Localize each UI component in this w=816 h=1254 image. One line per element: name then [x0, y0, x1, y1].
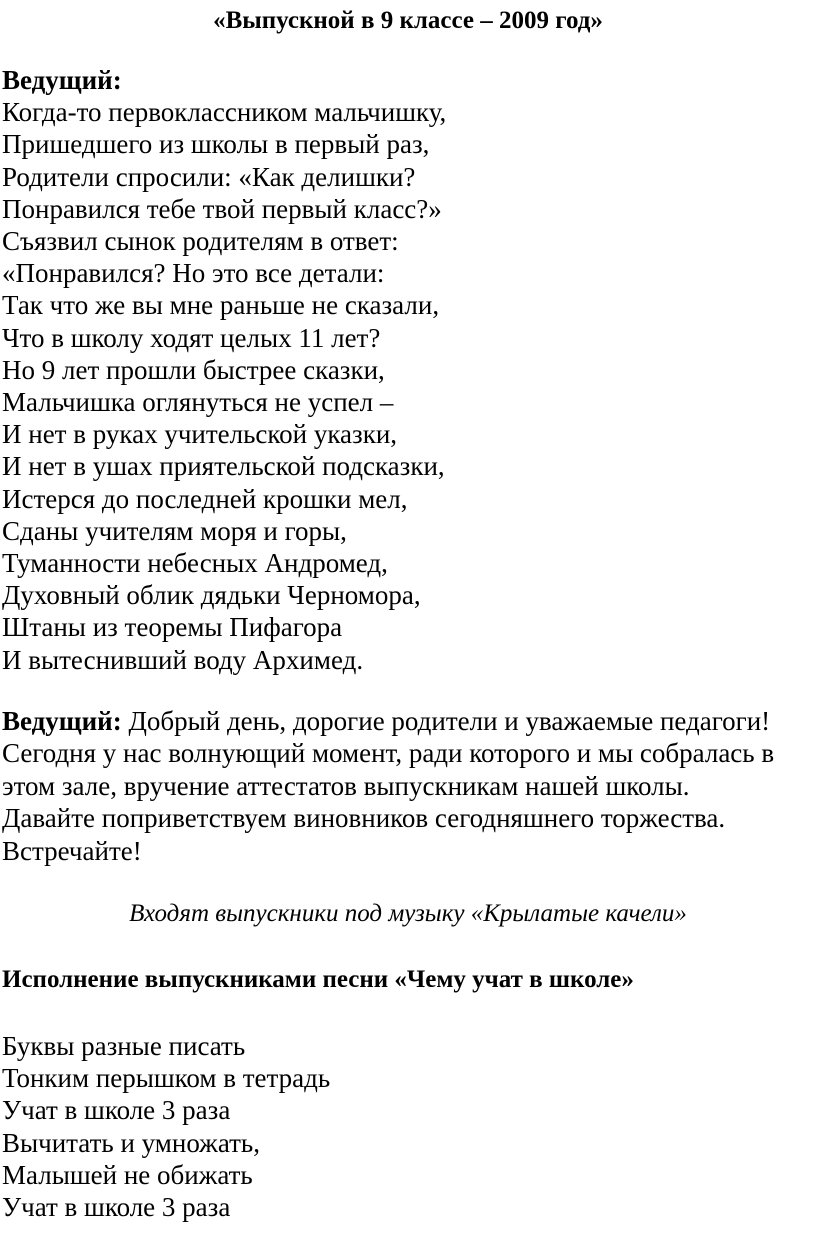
document-title: «Выпускной в 9 классе – 2009 год»: [213, 7, 603, 34]
speech-block: [2, 705, 774, 867]
speech-line: Давайте поприветствуем виновников сегодняшнего торжества.: [2, 803, 726, 834]
poem-line: Туманности небесных Андромед,: [2, 548, 388, 579]
poem-line: Съязвил сынок родителям в ответ:: [2, 226, 399, 257]
poem-line: Когда-то первоклассником мальчишку,: [2, 97, 447, 128]
song-block: [2, 1030, 330, 1223]
poem-line: Штаны из теоремы Пифагора: [2, 612, 343, 643]
song-title: Исполнение выпускниками песни «Чему учат в школе»: [2, 966, 634, 993]
poem-line: Что в школу ходят целых 11 лет?: [2, 322, 381, 353]
speech-first-line: [2, 705, 774, 737]
speech-first-text: Добрый день, дорогие родители и уважаемые педагоги!: [121, 706, 771, 736]
poem-line: Сданы учителям моря и горы,: [2, 515, 347, 546]
poem-line: Понравился тебе твой первый класс?»: [2, 193, 442, 224]
poem-line: Истерся до последней крошки мел,: [2, 483, 408, 514]
song-line: Малышей не обижать: [2, 1159, 253, 1190]
poem-line: И вытеснивший воду Архимед.: [2, 644, 364, 675]
poem-line: Но 9 лет прошли быстрее сказки,: [2, 354, 385, 385]
poem-line: Так что же вы мне раньше не сказали,: [2, 290, 440, 321]
poem-line: И нет в ушах приятельской подсказки,: [2, 451, 445, 482]
poem-line: Пришедшего из школы в первый раз,: [2, 129, 430, 160]
poem-block: [2, 64, 446, 676]
song-line: Буквы разные писать: [2, 1031, 246, 1061]
stage-direction: Входят выпускники под музыку «Крылатые качели»: [129, 900, 687, 927]
poem-line: Родители спросили: «Как делишки?: [2, 161, 416, 192]
poem-line: И нет в руках учительской указки,: [2, 419, 398, 450]
speech-line: этом зале, вручение аттестатов выпускникам нашей школы.: [2, 770, 690, 801]
song-line: Учат в школе 3 раза: [2, 1192, 231, 1223]
host-label: Ведущий:: [2, 65, 122, 95]
song-line: Учат в школе 3 раза: [2, 1095, 231, 1126]
speech-line: Сегодня у нас волнующий момент, ради которого и мы собралась в: [2, 738, 775, 769]
speech-line: Встречайте!: [2, 835, 142, 866]
poem-line: «Понравился? Но это все детали:: [2, 258, 385, 289]
song-line: Вычитать и умножать,: [2, 1127, 260, 1158]
poem-line: Духовный облик дядьки Черномора,: [2, 580, 421, 611]
song-line: Тонким перышком в тетрадь: [2, 1063, 331, 1094]
poem-line: Мальчишка оглянуться не успел –: [2, 387, 394, 418]
speech-label: Ведущий:: [2, 706, 122, 736]
